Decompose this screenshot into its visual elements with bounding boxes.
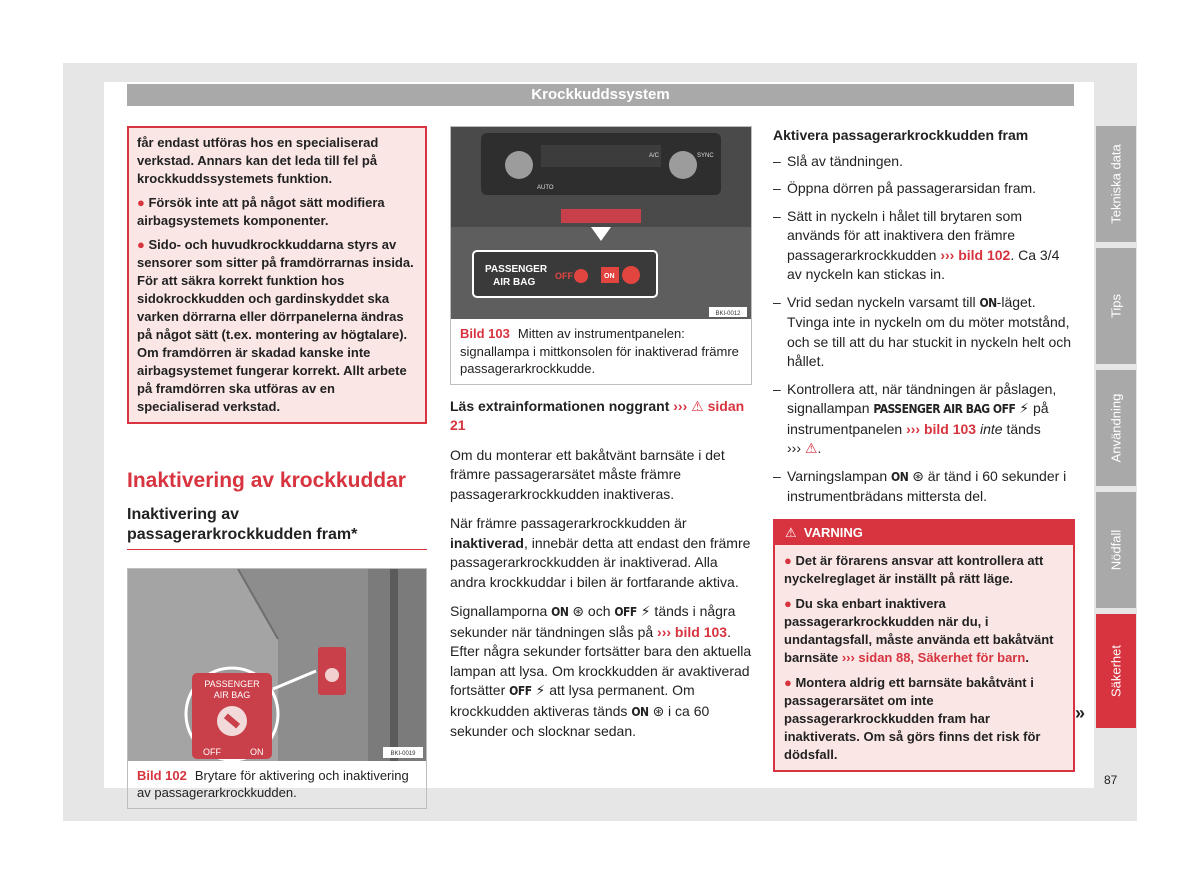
section-header: Krockkuddssystem	[127, 84, 1074, 106]
page-link[interactable]: ››› sidan 88, Säkerhet för barn	[841, 649, 1026, 665]
warning-bullet-3: ● Sido- och huvudkrockkuddarna styrs av sensorer som sitter på framdörrarnas insida. För att säkra korrekt funktion hos sidokrockkudden och gardinskyddet ska varken dörrarna eller dörrpanelerna ändras på något sätt (t.ex. montering av högtalare). Om framdörren är skadad kanske inte airbagsystemet fungerar korrekt. Allt arbete på framdörren ska utföras av en specialiserad verkstad.	[137, 237, 414, 414]
column-middle	[450, 126, 752, 752]
column-left	[127, 126, 427, 809]
off-symbol: OFF	[509, 684, 532, 698]
bullet-icon: ●	[784, 595, 796, 611]
warning-bullet-2: ● Försök inte att på något sätt modifiera airbagsystemets komponenter.	[137, 195, 385, 228]
airbag-on-icon: ⊛	[652, 702, 665, 719]
paragraph-3: Signallamporna ON ⊛ och OFF ⚡ tänds i några sekunder när tändningen slås på ››› bild 103. Efter några sekunder fortsätter bara den aktuella lampan att lysa. Om krockkudden är avaktiverad fortsätter OFF ⚡ att lysa permanent. Om krockkudden aktiveras tänds ON ⊛ i ca 60 sekunder och slocknar sedan.	[450, 603, 752, 739]
list-item: – Öppna dörren på passagerarsidan fram.	[773, 180, 1037, 196]
figure-label-on: ON	[250, 746, 264, 757]
lamp-label-airbag: AIR BAG	[493, 277, 536, 288]
bullet-icon: ●	[137, 237, 149, 252]
on-symbol: ON	[631, 704, 649, 719]
figure-103	[450, 126, 752, 385]
figure-link[interactable]: ››› bild 103	[906, 420, 977, 437]
panel-label-auto: AUTO	[537, 185, 554, 191]
airbag-switch-illustration	[128, 569, 426, 761]
caption-label: Bild 102	[137, 767, 187, 783]
continue-mark: »	[1075, 703, 1086, 723]
off-symbol: OFF	[614, 605, 637, 619]
figure-caption: Bild 103 Mitten av instrumentpanelen: signallampa i mittkonsolen för inaktiverad främre passagerarkrockkudde.	[460, 326, 739, 376]
procedure-heading: Aktivera passagerarkrockkudden fram	[773, 127, 1029, 143]
procedure-list	[773, 152, 1075, 507]
subsection-heading: Inaktivering av passagerarkrockkudden fram*	[127, 505, 427, 550]
figure-label-airbag: AIR BAG	[213, 689, 251, 700]
on-symbol: ON	[979, 295, 997, 310]
on-symbol: ON	[891, 469, 909, 484]
warning-item: ● Du ska enbart inaktivera passagerarkrockkudden när du, i undantagsfall, måste använda ett bakåtvänt barnsäte ››› sidan 88, Säkerhet för barn.	[784, 595, 1054, 665]
bullet-icon: ●	[784, 674, 796, 690]
warning-item: ● Det är förarens ansvar att kontrollera att nyckelreglaget är inställt på rätt läge.	[784, 552, 1044, 586]
list-item: – Vrid sedan nyckeln varsamt till ON-läget. Tvinga inte in nyckeln om du möter motstånd, och se till att du har stuckit in nyckeln helt och hållet.	[773, 293, 1072, 369]
list-item: – Sätt in nyckeln i hålet till brytaren som används för att inaktivera den främre passagerarkrockkudden ››› bild 102. Ca 3/4 av nyckeln kan stickas in.	[773, 207, 1060, 282]
tab-nodfall[interactable]: Nödfall	[1096, 492, 1136, 608]
on-symbol: ON	[551, 605, 569, 619]
tab-sakerhet[interactable]: Säkerhet	[1096, 614, 1136, 728]
passenger-airbag-off-symbol: PASSENGER AIR BAG OFF	[873, 402, 1016, 416]
list-item: – Varningslampan ON ⊛ är tänd i 60 sekunder i instrumentbrädans mittersta del.	[773, 467, 1067, 504]
tab-tips[interactable]: Tips	[1096, 248, 1136, 364]
warning-book-icon: ⚠	[691, 397, 704, 414]
bullet-icon: ●	[784, 552, 796, 568]
tab-tekniska-data[interactable]: Tekniska data	[1096, 126, 1136, 242]
figure-code: BKI-0019	[390, 750, 416, 757]
lamp-label-off: OFF	[555, 271, 573, 281]
warning-triangle-icon: ⚠	[785, 524, 797, 540]
section-heading: Inaktivering av krockkuddar	[127, 469, 406, 492]
page-number: 87	[1104, 773, 1118, 787]
list-item: – Kontrollera att, när tändningen är påslagen, signallampan PASSENGER AIR BAG OFF ⚡ på instrumentpanelen ››› bild 103 inte tänds ››› ⚠.	[773, 380, 1057, 456]
console-lamp-illustration	[451, 127, 751, 319]
figure-link[interactable]: ››› bild 102	[940, 246, 1011, 263]
airbag-off-icon: ⚡	[1019, 400, 1030, 416]
warning-triangle-icon: ⚠	[804, 440, 818, 456]
figure-label-off: OFF	[203, 746, 221, 757]
tab-anvandning[interactable]: Användning	[1096, 370, 1136, 486]
list-item: – Slå av tändningen.	[773, 152, 903, 169]
figure-caption: Bild 102 Brytare för aktivering och inaktivering av passagerarkrockkudden.	[137, 767, 409, 800]
read-more-page-link[interactable]: sidan 21	[450, 397, 745, 433]
warning-continuation-box	[127, 126, 427, 424]
column-right	[773, 126, 1075, 772]
figure-link[interactable]: ››› bild 103	[657, 623, 728, 640]
warning-box	[773, 519, 1075, 772]
bullet-icon: ●	[137, 195, 149, 210]
warning-body	[775, 545, 1073, 770]
warning-item: ● Montera aldrig ett barnsäte bakåtvänt i passagerarsätet om inte passagerarkrockkudden fram har inaktiverats. Om så görs finns det risk för dödsfall.	[784, 674, 1041, 762]
airbag-off-icon: ⚡	[640, 603, 651, 619]
figure-code: BKI-0012	[715, 311, 741, 317]
figure-102	[127, 568, 427, 809]
warning-text-1: får endast utföras hos en specialiserad verkstad. Annars kan det leda till fel på krockkuddssystemets funktion.	[137, 135, 379, 186]
warning-header: ⚠ VARNING	[775, 521, 1073, 545]
lamp-label-on: ON	[604, 273, 615, 280]
airbag-on-icon: ⊛	[912, 467, 924, 484]
caption-label: Bild 103	[460, 326, 510, 341]
paragraph-2: När främre passagerarkrockkudden är inaktiverad, innebär detta att endast den främre passagerarkrockkudden är inaktiverad. Alla andra krockkuddar i bilen är fortfarande aktiva.	[450, 515, 751, 590]
airbag-on-icon: ⊛	[572, 603, 585, 619]
panel-label-sync: SYNC	[697, 153, 714, 159]
panel-label-ac: A/C	[649, 153, 660, 159]
lamp-label-passenger: PASSENGER	[485, 264, 548, 275]
airbag-off-icon: ⚡	[535, 682, 546, 698]
read-more-line: Läs extrainformationen noggrant ››› ⚠ sidan 21	[450, 397, 745, 433]
figure-label-passenger: PASSENGER	[204, 678, 260, 689]
paragraph-1: Om du monterar ett bakåtvänt barnsäte i det främre passagerarsätet måste främre passagerarkrockkudden inaktiveras.	[450, 446, 725, 502]
